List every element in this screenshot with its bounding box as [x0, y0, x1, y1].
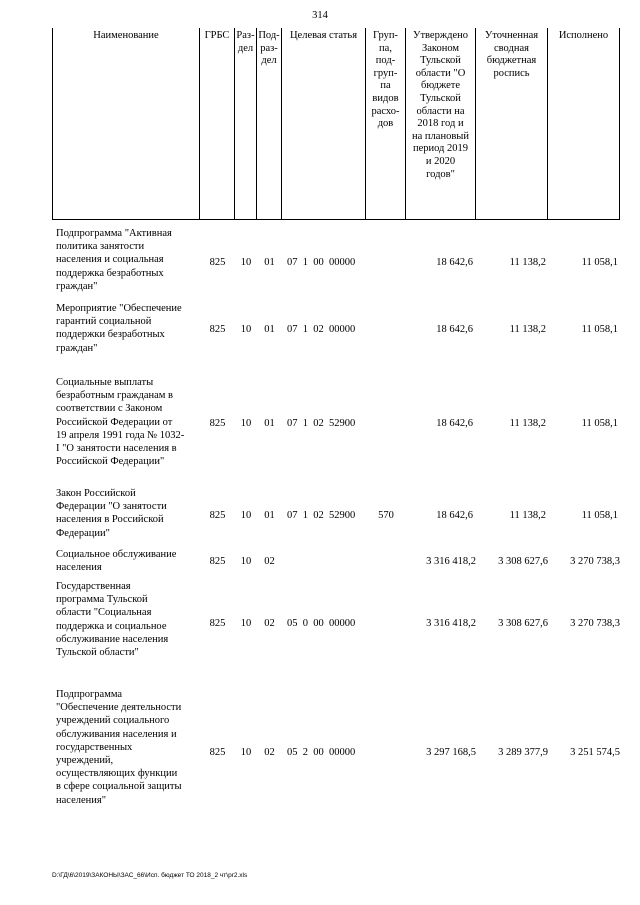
row-grbs: 825: [209, 510, 226, 521]
row-name: Мероприятие "Обеспечение гарантий социальной поддержки безработных граждан": [56, 303, 182, 354]
row-target: 07 1 02 00000: [287, 324, 356, 335]
row-grbs: 825: [209, 556, 226, 567]
row-group: 570: [378, 510, 394, 521]
row-razdel: 10: [240, 556, 252, 567]
row-approved: 3 297 168,5: [426, 747, 476, 758]
row-name: Подпрограмма "Обеспечение деятельности учреждений социального обслуживания населения и государственных учреждений, осуществляющих функции в сфере социальной защиты населения": [56, 689, 182, 806]
row-podrazdel: 02: [264, 747, 275, 758]
row-razdel: 10: [240, 418, 252, 429]
row-razdel: 10: [240, 257, 252, 268]
header-podrazdel: Под- раз- дел: [257, 28, 282, 220]
row-podrazdel: 01: [264, 418, 275, 429]
header-executed: Исполнено: [548, 28, 620, 220]
row-target: 05 0 00 00000: [287, 618, 356, 629]
row-podrazdel: 01: [264, 257, 275, 268]
row-refined: 11 138,2: [509, 510, 546, 521]
row-approved: 18 642,6: [436, 257, 473, 268]
row-approved: 18 642,6: [436, 510, 473, 521]
row-refined: 3 308 627,6: [498, 556, 548, 567]
row-approved: 3 316 418,2: [426, 556, 476, 567]
row-refined: 3 308 627,6: [498, 618, 548, 629]
row-grbs: 825: [209, 618, 226, 629]
row-target: 07 1 02 52900: [287, 418, 356, 429]
row-target: 05 2 00 00000: [287, 747, 356, 758]
row-approved: 18 642,6: [436, 324, 473, 335]
row-approved: 18 642,6: [436, 418, 473, 429]
row-razdel: 10: [240, 747, 252, 758]
row-grbs: 825: [209, 324, 226, 335]
row-name: Государственная программа Тульской области "Социальная поддержка и социальное обслуживание населения Тульской области": [56, 581, 169, 659]
row-razdel: 10: [240, 324, 252, 335]
row-refined: 11 138,2: [509, 324, 546, 335]
row-target: 07 1 02 52900: [287, 510, 356, 521]
row-podrazdel: 01: [264, 510, 275, 521]
row-executed: 11 058,1: [581, 324, 618, 335]
header-target: Целевая статья: [282, 28, 366, 220]
row-executed: 3 270 738,3: [570, 556, 620, 567]
row-name: Подпрограмма "Активная политика занятости населения и социальная поддержка безработных граждан": [56, 228, 172, 292]
row-approved: 3 316 418,2: [426, 618, 476, 629]
row-grbs: 825: [209, 257, 226, 268]
header-group: Груп- па, под- груп- па видов расхо- дов: [366, 28, 406, 220]
header-approved: Утверждено Законом Тульской области "О бюджете Тульской области на 2018 год и на плановый период 2019 и 2020 годов": [406, 28, 476, 220]
row-name: Социальное обслуживание населения: [56, 549, 177, 574]
row-grbs: 825: [209, 747, 226, 758]
row-executed: 11 058,1: [581, 257, 618, 268]
file-path-footer: D:\ГД\6\2019\ЗАКОНЫ\ЗАС_66\Исп. бюджет ТО 2018_2 чт\pr2.xls: [52, 872, 248, 879]
row-executed: 11 058,1: [581, 510, 618, 521]
row-podrazdel: 02: [264, 618, 275, 629]
row-name: Закон Российской Федерации "О занятости населения в Российской Федерации": [56, 488, 167, 539]
row-refined: 11 138,2: [509, 257, 546, 268]
row-podrazdel: 02: [264, 556, 275, 567]
row-grbs: 825: [209, 418, 226, 429]
header-razdel: Раз- дел: [235, 28, 257, 220]
row-razdel: 10: [240, 618, 252, 629]
header-grbs: ГРБС: [200, 28, 235, 220]
header-refined: Уточненная сводная бюджетная роспись: [476, 28, 548, 220]
row-name: Социальные выплаты безработным гражданам в соответствии с Законом Российской Федерации от 19 апреля 1991 года № 1032- I "О занятости населения в Российской Федерации": [56, 377, 185, 468]
row-podrazdel: 01: [264, 324, 275, 335]
row-executed: 11 058,1: [581, 418, 618, 429]
row-refined: 11 138,2: [509, 418, 546, 429]
row-refined: 3 289 377,9: [498, 747, 548, 758]
page-number: 314: [312, 10, 328, 21]
row-executed: 3 270 738,3: [570, 618, 620, 629]
row-executed: 3 251 574,5: [570, 747, 620, 758]
header-name: Наименование: [52, 28, 200, 220]
row-target: 07 1 00 00000: [287, 257, 356, 268]
row-razdel: 10: [240, 510, 252, 521]
